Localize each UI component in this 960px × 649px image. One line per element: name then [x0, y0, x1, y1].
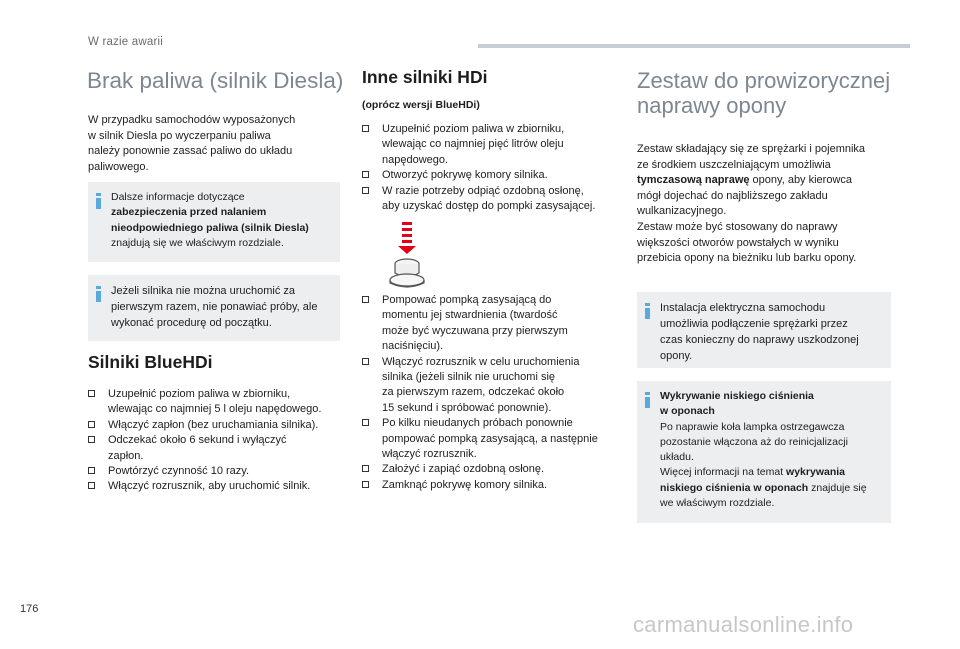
- text-line: 15 sekund i spróbować ponownie).: [382, 401, 552, 414]
- hdi-steps-a: [362, 122, 632, 214]
- checkbox-bullet-icon: [362, 465, 369, 472]
- bold-text: niskiego ciśnienia w oponach: [660, 481, 809, 494]
- text-line: Zestaw może być stosowany do naprawy: [637, 220, 838, 233]
- subtitle-except-bluehdi: (oprócz wersji BlueHDi): [362, 99, 480, 111]
- list-item: [88, 433, 353, 464]
- info-icon: [645, 392, 650, 406]
- text-line: silnika (jeżeli silnik nie uruchomi się: [382, 371, 556, 384]
- text-line: może być wyczuwana przy pierwszym: [382, 324, 568, 337]
- checkbox-bullet-icon: [362, 171, 369, 178]
- info-icon: [96, 286, 101, 300]
- checkbox-bullet-icon: [88, 421, 95, 428]
- list-item: [88, 479, 353, 494]
- text-line: [637, 173, 907, 189]
- text-line: Włączyć rozrusznik w celu uruchomienia: [382, 355, 580, 368]
- text-line: W przypadku samochodów wyposażonych: [88, 114, 296, 126]
- info-note-misfuel: [88, 182, 340, 262]
- checkbox-bullet-icon: [362, 125, 369, 132]
- text-line: Instalacja elektryczna samochodu: [660, 302, 826, 314]
- list-item: [362, 355, 637, 417]
- text-line: należy ponownie zassać paliwo do układu: [88, 145, 293, 158]
- list-item: [362, 184, 632, 215]
- checkbox-bullet-icon: [88, 482, 95, 489]
- text-line: [660, 481, 881, 496]
- text-line: mógł dojechać do najbliższego zakładu: [637, 189, 828, 202]
- header-rule: [478, 44, 910, 48]
- text-line: Po kilku nieudanych próbach ponownie: [382, 417, 573, 430]
- list-item: [88, 418, 353, 433]
- text-line: ze środkiem uszczelniającym umożliwia: [637, 158, 831, 171]
- text-line: większości otworów powstałych w wyniku: [637, 236, 839, 249]
- text-line: Uzupełnić poziom paliwa w zbiorniku,: [108, 388, 291, 400]
- text-line: Otworzyć pokrywę komory silnika.: [382, 169, 548, 182]
- pump-knob-icon: [390, 259, 424, 287]
- text-line: wykonać procedurę od początku.: [111, 317, 272, 329]
- bold-text: tymczasową naprawę: [637, 174, 750, 187]
- hdi-steps-b: [362, 293, 637, 493]
- list-item: [88, 464, 353, 479]
- text-line: momentu jej stwardnienia (twardość: [382, 309, 558, 322]
- title-repair-kit: [637, 68, 890, 118]
- list-item: [362, 478, 637, 493]
- text-line: w oponach: [660, 405, 715, 418]
- text-line: przebicia opony na bieżniku lub barku opony.: [637, 252, 857, 265]
- text-line: [660, 465, 881, 480]
- text-line: napędowego.: [382, 153, 449, 166]
- list-item: [362, 462, 637, 477]
- list-item: [362, 293, 637, 355]
- watermark: carmanualsonline.info: [633, 612, 854, 637]
- fuel-intro: [88, 113, 348, 175]
- title-bluehdi: Silniki BlueHDi: [88, 352, 213, 372]
- checkbox-bullet-icon: [88, 467, 95, 474]
- bold-text: wykrywania: [786, 466, 845, 479]
- title-fuel-shortage: Brak paliwa (silnik Diesla): [87, 68, 344, 93]
- info-icon: [645, 303, 650, 317]
- text-line: umożliwia podłączenie sprężarki przez: [660, 318, 848, 330]
- text-span: opony, aby kierowca: [749, 174, 853, 187]
- bluehdi-steps: [88, 387, 353, 495]
- priming-pump-illustration: [388, 220, 434, 288]
- text-line: nieodpowiedniego paliwa (silnik Diesla): [111, 221, 309, 234]
- text-line: zabezpieczenia przed nalaniem: [111, 206, 267, 219]
- text-line: Zamknąć pokrywę komory silnika.: [382, 478, 548, 491]
- text-line: znajdują się we właściwym rozdziale.: [111, 236, 284, 249]
- text-line: W razie potrzeby odpiąć ozdobną osłonę,: [382, 184, 584, 197]
- text-line: Po naprawie koła lampka ostrzegawcza: [660, 420, 845, 433]
- text-line: zapłon.: [108, 449, 144, 462]
- text-line: Uzupełnić poziom paliwa w zbiorniku,: [382, 123, 565, 135]
- text-line: opony.: [660, 350, 693, 362]
- text-line: pozostanie włączona aż do reinicjalizacji: [660, 435, 848, 448]
- checkbox-bullet-icon: [88, 390, 95, 397]
- checkbox-bullet-icon: [362, 481, 369, 488]
- title-other-hdi: Inne silniki HDi: [362, 67, 488, 87]
- text-line: Założyć i zapiąć ozdobną osłonę.: [382, 463, 545, 476]
- title-line: naprawy opony: [637, 93, 787, 118]
- text-line: Odczekać około 6 sekund i wyłączyć: [108, 434, 287, 447]
- info-note-tpms: [637, 381, 891, 523]
- text-line: Dalsze informacje dotyczące: [111, 191, 245, 203]
- info-note-compressor: [637, 292, 891, 368]
- text-line: wlewając co najmniej 5 l oleju napędowego.: [108, 403, 322, 416]
- text-line: wulkanizacyjnego.: [637, 205, 727, 218]
- text-line: Jeżeli silnika nie można uruchomić za: [111, 285, 296, 297]
- text-line: Powtórzyć czynność 10 razy.: [108, 465, 250, 478]
- repair-kit-description: [637, 142, 907, 267]
- checkbox-bullet-icon: [362, 296, 369, 303]
- text-line: Zestaw składający się ze sprężarki i pojemnika: [637, 143, 866, 155]
- text-span: znajduje się: [808, 481, 867, 494]
- text-line: Pompować pompką zasysającą do: [382, 294, 552, 306]
- text-line: Wykrywanie niskiego ciśnienia: [660, 390, 814, 402]
- checkbox-bullet-icon: [88, 436, 95, 443]
- text-line: układu.: [660, 451, 694, 464]
- list-item: [362, 416, 637, 462]
- text-span: Więcej informacji na temat: [660, 466, 787, 479]
- text-line: pompować pompką zasysającą, a następnie: [382, 432, 598, 445]
- list-item: [362, 122, 632, 168]
- checkbox-bullet-icon: [362, 187, 369, 194]
- checkbox-bullet-icon: [362, 419, 369, 426]
- text-line: czas konieczny do naprawy uszkodzonej: [660, 334, 859, 346]
- text-line: aby uzyskać dostęp do pompki zasysającej.: [382, 200, 596, 213]
- list-item: [362, 168, 632, 183]
- info-note-restart: [88, 275, 340, 341]
- checkbox-bullet-icon: [362, 358, 369, 365]
- text-line: naciśnięciu).: [382, 340, 444, 353]
- text-line: Włączyć rozrusznik, aby uruchomić silnik.: [108, 480, 311, 493]
- list-item: [88, 387, 353, 418]
- section-header: W razie awarii: [88, 36, 164, 48]
- text-line: Włączyć zapłon (bez uruchamiania silnika).: [108, 418, 319, 431]
- text-line: we właściwym rozdziale.: [660, 497, 775, 510]
- page-number: 176: [20, 603, 39, 615]
- text-line: włączyć rozrusznik.: [382, 448, 477, 461]
- title-line: Zestaw do prowizorycznej: [637, 68, 891, 93]
- info-icon: [96, 193, 101, 207]
- text-line: pierwszym razem, nie ponawiać próby, ale: [111, 301, 318, 313]
- text-line: paliwowego.: [88, 160, 149, 173]
- text-line: w silnik Diesla po wyczerpaniu paliwa: [88, 129, 271, 142]
- text-line: wlewając co najmniej pięć litrów oleju: [382, 138, 564, 151]
- pump-arrow-icon: [398, 222, 416, 254]
- text-line: za pierwszym razem, odczekać około: [382, 386, 565, 399]
